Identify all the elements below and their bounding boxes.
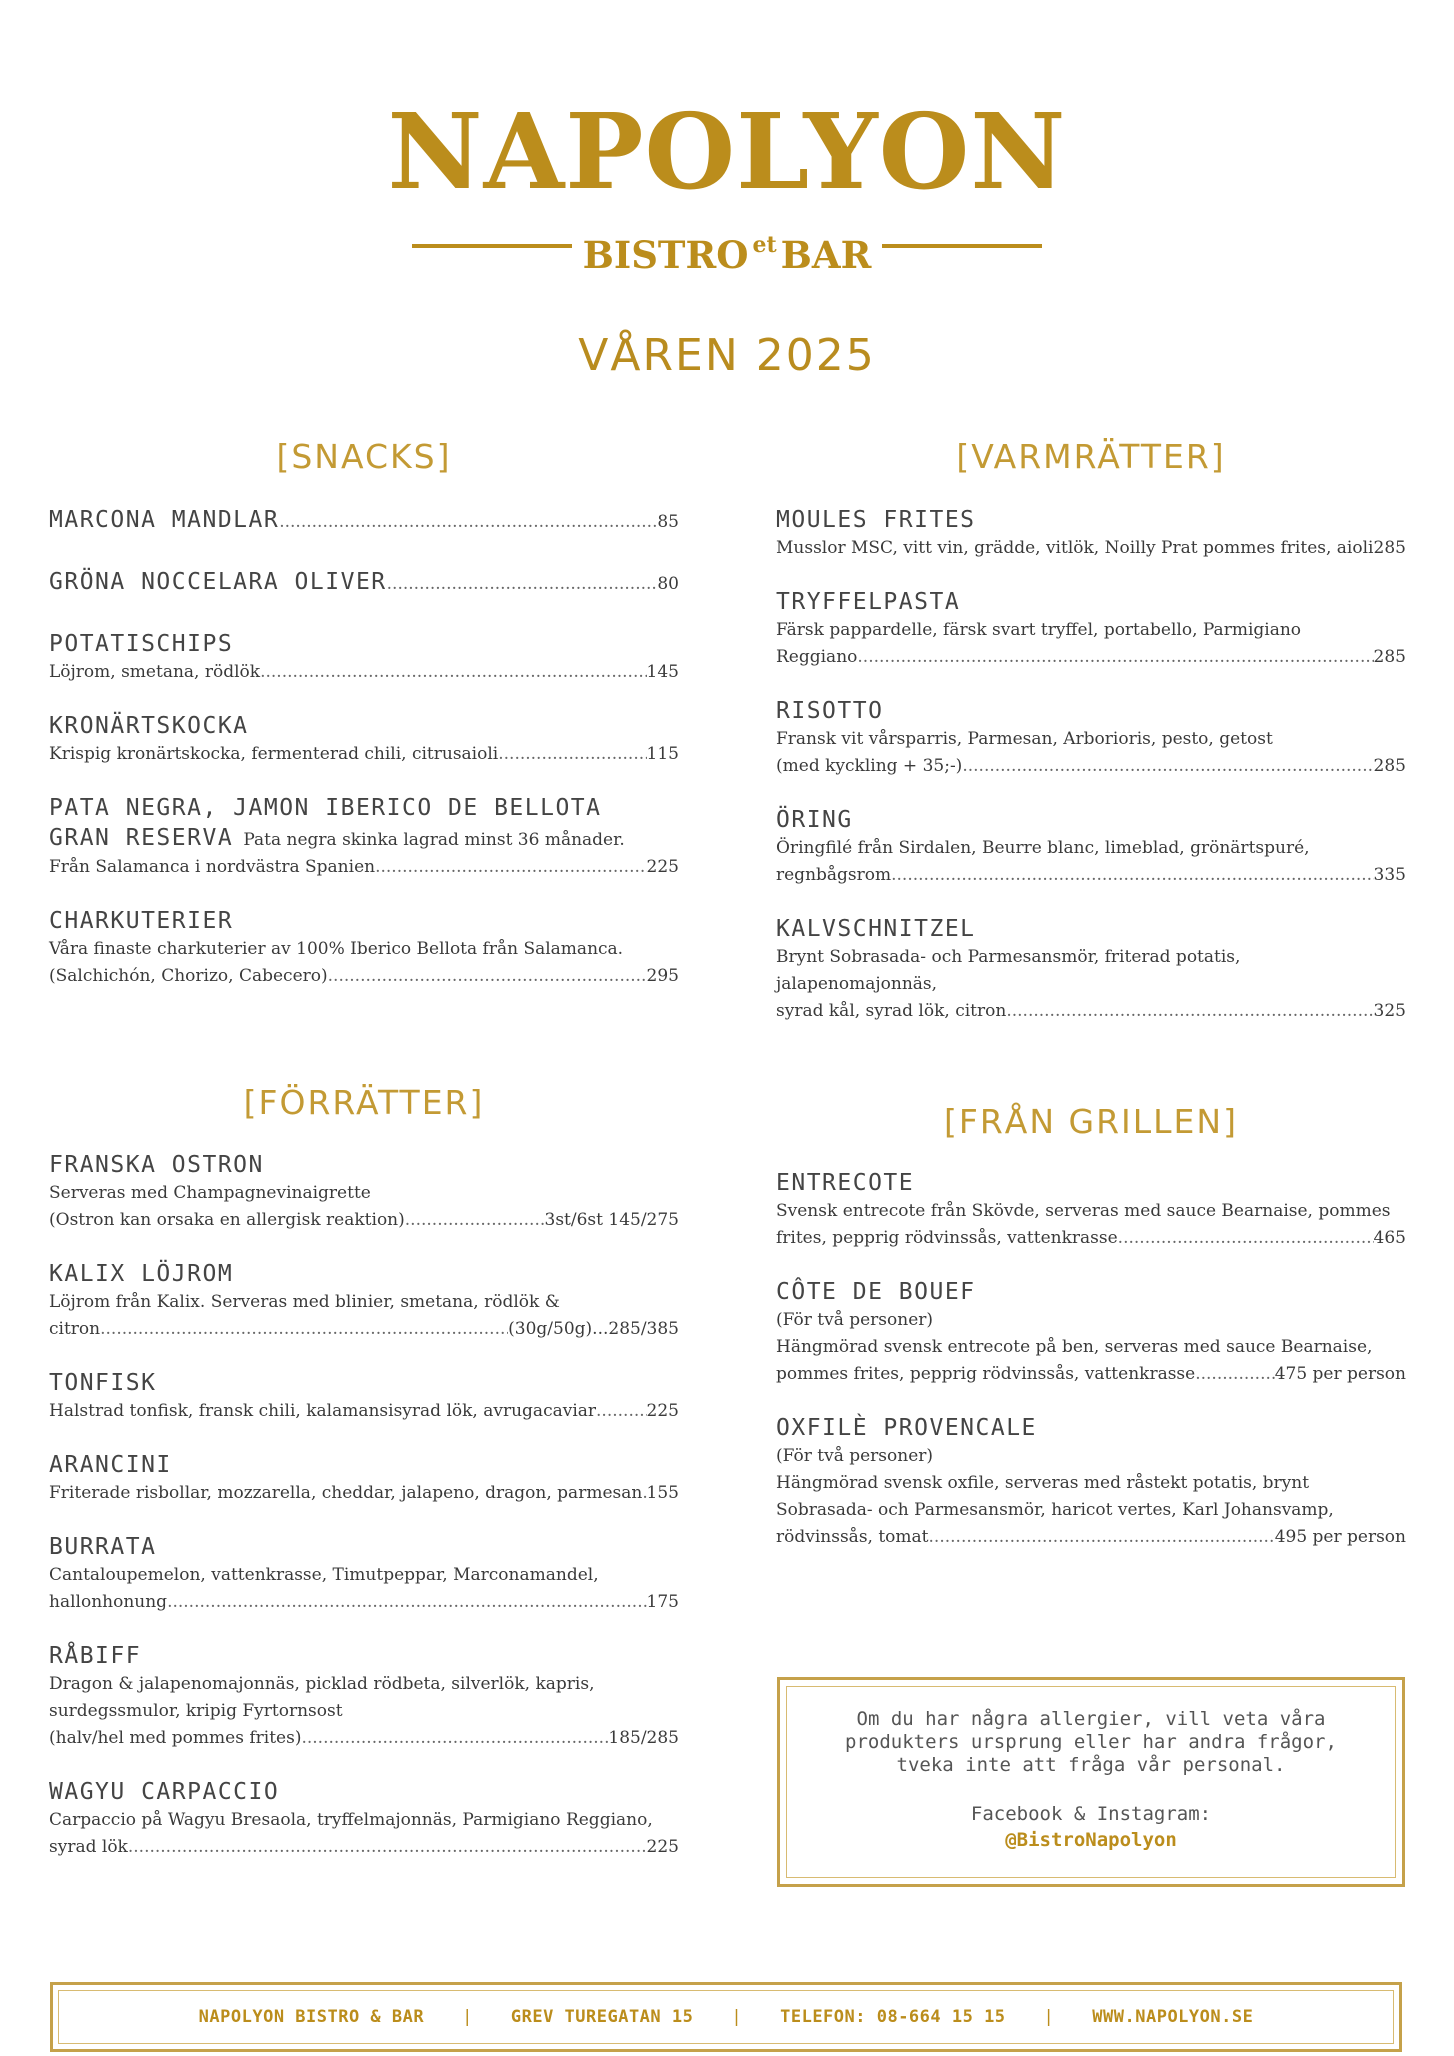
section-heading-varmratter: [VARMRÄTTER] [956,437,1226,476]
item-desc: syrad lök [49,1837,128,1857]
varmratter-list [776,505,1406,1050]
item-title: CÔTE DE BOUEF [776,1279,976,1305]
season-title: VÅREN 2025 [578,330,876,381]
logo-rule-left [412,244,572,248]
item-price: 475 per person [1274,1364,1406,1384]
item-price: 325 [1373,1001,1406,1021]
section-heading-grill: [FRÅN GRILLEN] [944,1102,1238,1141]
menu-item [776,696,1406,780]
item-desc: hallonhonung [49,1592,168,1612]
item-title: MOULES FRITES [776,507,976,533]
menu-item [49,1150,679,1234]
item-desc: Från Salamanca i nordvästra Spanien [49,857,376,877]
item-desc-line: Öringfilé från Sirdalen, Beurre blanc, limeblad, grönärtspuré, [776,838,1310,858]
menu-item [49,567,679,599]
menu-item [776,587,1406,671]
menu-item [49,1368,679,1425]
item-title: PATA NEGRA, JAMON IBERICO DE BELLOTA [49,795,602,821]
item-desc-line: Brynt Sobrasada- och Parmesansmör, friterad potatis, jalapenomajonnäs, [776,947,1241,994]
logo-bistro: BISTRO [582,233,749,277]
item-title: FRANSKA OSTRON [49,1152,264,1178]
item-desc: Krispig kronärtskocka, fermenterad chili, citrusaioli [49,744,499,764]
item-desc: Friterade risbollar, mozzarella, cheddar, jalapeno, dragon, parmesan [49,1483,643,1503]
menu-item [776,1277,1406,1388]
item-title: CHARKUTERIER [49,908,234,934]
menu-item [49,793,679,881]
item-desc-line: Dragon & jalapenomajonnäs, picklad rödbeta, silverlök, kapris, [49,1674,595,1694]
item-price: 465 [1373,1228,1406,1248]
section-heading-forratter: [FÖRRÄTTER] [243,1083,485,1122]
logo-rule-right [882,244,1042,248]
item-desc-line: Hängmörad svensk entrecote på ben, serveras med sauce Bearnaise, [776,1337,1373,1357]
item-desc-line: surdegssmulor, kripig Fyrtornsost [49,1701,343,1721]
item-desc: rödvinssås, tomat [776,1527,929,1547]
item-title-line2: GRAN RESERVA [49,825,234,851]
item-title: ÖRING [776,807,853,833]
item-desc: syrad kål, syrad lök, citron [776,1001,1007,1021]
menu-item [49,1259,679,1343]
item-title: OXFILÈ PROVENCALE [776,1415,1037,1441]
menu-item [49,505,679,537]
forratter-list [49,1150,679,1886]
section-heading-snacks: [SNACKS] [276,437,452,476]
logo-et: et [752,232,777,258]
item-price: 225 [646,1837,679,1857]
item-price: 145 [646,662,679,682]
footer-separator: | [1043,2007,1055,2027]
social-label: Facebook & Instagram: [970,1803,1212,1825]
item-title: TONFISK [49,1370,157,1396]
item-price: (30g/50g)...285/385 [508,1319,679,1339]
item-desc-line: Fransk vit vårsparris, Parmesan, Arborioris, pesto, getost [776,729,1273,749]
menu-item [49,629,679,686]
item-title: KRONÄRTSKOCKA [49,713,249,739]
item-desc: frites, pepprig rödvinssås, vattenkrasse [776,1228,1118,1248]
item-title: GRÖNA NOCCELARA OLIVER [49,569,387,595]
menu-item [49,1777,679,1861]
footer-phone[interactable]: TELEFON: 08-664 15 15 [780,2007,1006,2027]
item-title: RÅBIFF [49,1643,142,1669]
item-price: 285 [1373,756,1406,776]
item-price: 3st/6st 145/275 [544,1210,679,1230]
footer [50,1982,1402,2052]
menu-item [49,1641,679,1752]
footer-website-link[interactable]: WWW.NAPOLYON.SE [1092,2007,1254,2027]
menu-item [49,906,679,990]
snacks-list [49,505,679,1015]
item-desc: (halv/hel med pommes frites) [49,1728,302,1748]
item-desc: (Salchichón, Chorizo, Cabecero) [49,966,328,986]
item-desc-line: Färsk pappardelle, färsk svart tryffel, portabello, Parmigiano [776,620,1302,640]
restaurant-name: NAPOLYON [387,90,1067,213]
item-desc: Löjrom, smetana, rödlök [49,662,261,682]
footer-separator: | [462,2007,473,2027]
menu-item [776,805,1406,889]
item-desc: (med kyckling + 35;-) [776,756,963,776]
footer-address: GREV TUREGATAN 15 [510,2007,694,2027]
item-desc: Musslor MSC, vitt vin, grädde, vitlök, Noilly Prat pommes frites, aioli [776,538,1374,558]
item-title: KALVSCHNITZEL [776,916,976,942]
item-price: 225 [646,1401,679,1421]
item-title: ENTRECOTE [776,1170,915,1196]
logo-subtitle-text [583,233,872,277]
menu-item [776,1168,1406,1252]
item-price: 225 [646,857,679,877]
item-price: 115 [646,744,679,764]
social-handle[interactable]: @BistroNapolyon [1005,1829,1177,1851]
item-desc-line: Carpaccio på Wagyu Bresaola, tryffelmajonnäs, Parmigiano Reggiano, [49,1810,653,1830]
item-desc-line: (För två personer) [776,1310,934,1330]
item-desc-line: Våra finaste charkuterier av 100% Iberico Bellota från Salamanca. [49,939,624,959]
item-price: 295 [646,966,679,986]
item-title: RISOTTO [776,698,884,724]
grill-list [776,1168,1406,1576]
item-desc: Reggiano [776,647,858,667]
item-price: 185/285 [608,1728,679,1748]
item-desc: (Ostron kan orsaka en allergisk reaktion) [49,1210,405,1230]
item-desc: Halstrad tonfisk, fransk chili, kalamansisyrad lök, avrugacaviar [49,1401,597,1421]
footer-line [53,2007,1399,2027]
item-price: 175 [646,1592,679,1612]
item-desc-line: Hängmörad svensk oxfile, serveras med råstekt potatis, brynt [776,1473,1310,1493]
item-desc-line: Cantaloupemelon, vattenkrasse, Timutpeppar, Marconamandel, [49,1565,599,1585]
menu-item [49,711,679,768]
item-desc-line: Löjrom från Kalix. Serveras med blinier, smetana, rödlök & [49,1292,560,1312]
item-desc: pommes frites, pepprig rödvinssås, vattenkrasse [776,1364,1196,1384]
allergy-info-box [777,1677,1405,1887]
menu-item [49,1532,679,1616]
logo [0,90,1454,277]
item-title: BURRATA [49,1534,157,1560]
item-price: 285 [1373,647,1406,667]
item-price: 285 [1373,538,1406,558]
menu-item [776,914,1406,1025]
item-desc: regnbågsrom [776,865,892,885]
item-price: 155 [646,1483,679,1503]
item-price: 85 [657,512,679,532]
menu-item [776,1413,1406,1551]
item-title: ARANCINI [49,1452,172,1478]
item-desc-line: Serveras med Champagnevinaigrette [49,1183,371,1203]
item-desc-inline: Pata negra skinka lagrad minst 36 månader. [243,830,625,850]
menu-item [49,1450,679,1507]
allergy-message: Om du har några allergier, vill veta våra produkters ursprung eller har andra frågor, tveka inte att fråga vår personal. [845,1708,1337,1776]
item-desc: citron [49,1319,101,1339]
item-title: TRYFFELPASTA [776,589,961,615]
item-title: MARCONA MANDLAR [49,507,280,533]
item-price: 335 [1373,865,1406,885]
item-desc-line: Sobrasada- och Parmesansmör, haricot vertes, Karl Johansvamp, [776,1500,1334,1520]
footer-separator: | [731,2007,743,2027]
item-title: WAGYU CARPACCIO [49,1779,280,1805]
item-price: 495 per person [1274,1527,1406,1547]
item-price: 80 [657,574,679,594]
item-desc-line: (För två personer) [776,1446,934,1466]
item-desc-line: Svensk entrecote från Skövde, serveras med sauce Bearnaise, pommes [776,1201,1391,1221]
logo-subtitle [0,220,1454,277]
footer-name: NAPOLYON BISTRO & BAR [198,2007,425,2027]
item-title: KALIX LÖJROM [49,1261,234,1287]
item-title: POTATISCHIPS [49,631,234,657]
logo-bar: BAR [780,233,872,277]
menu-item [776,505,1406,562]
